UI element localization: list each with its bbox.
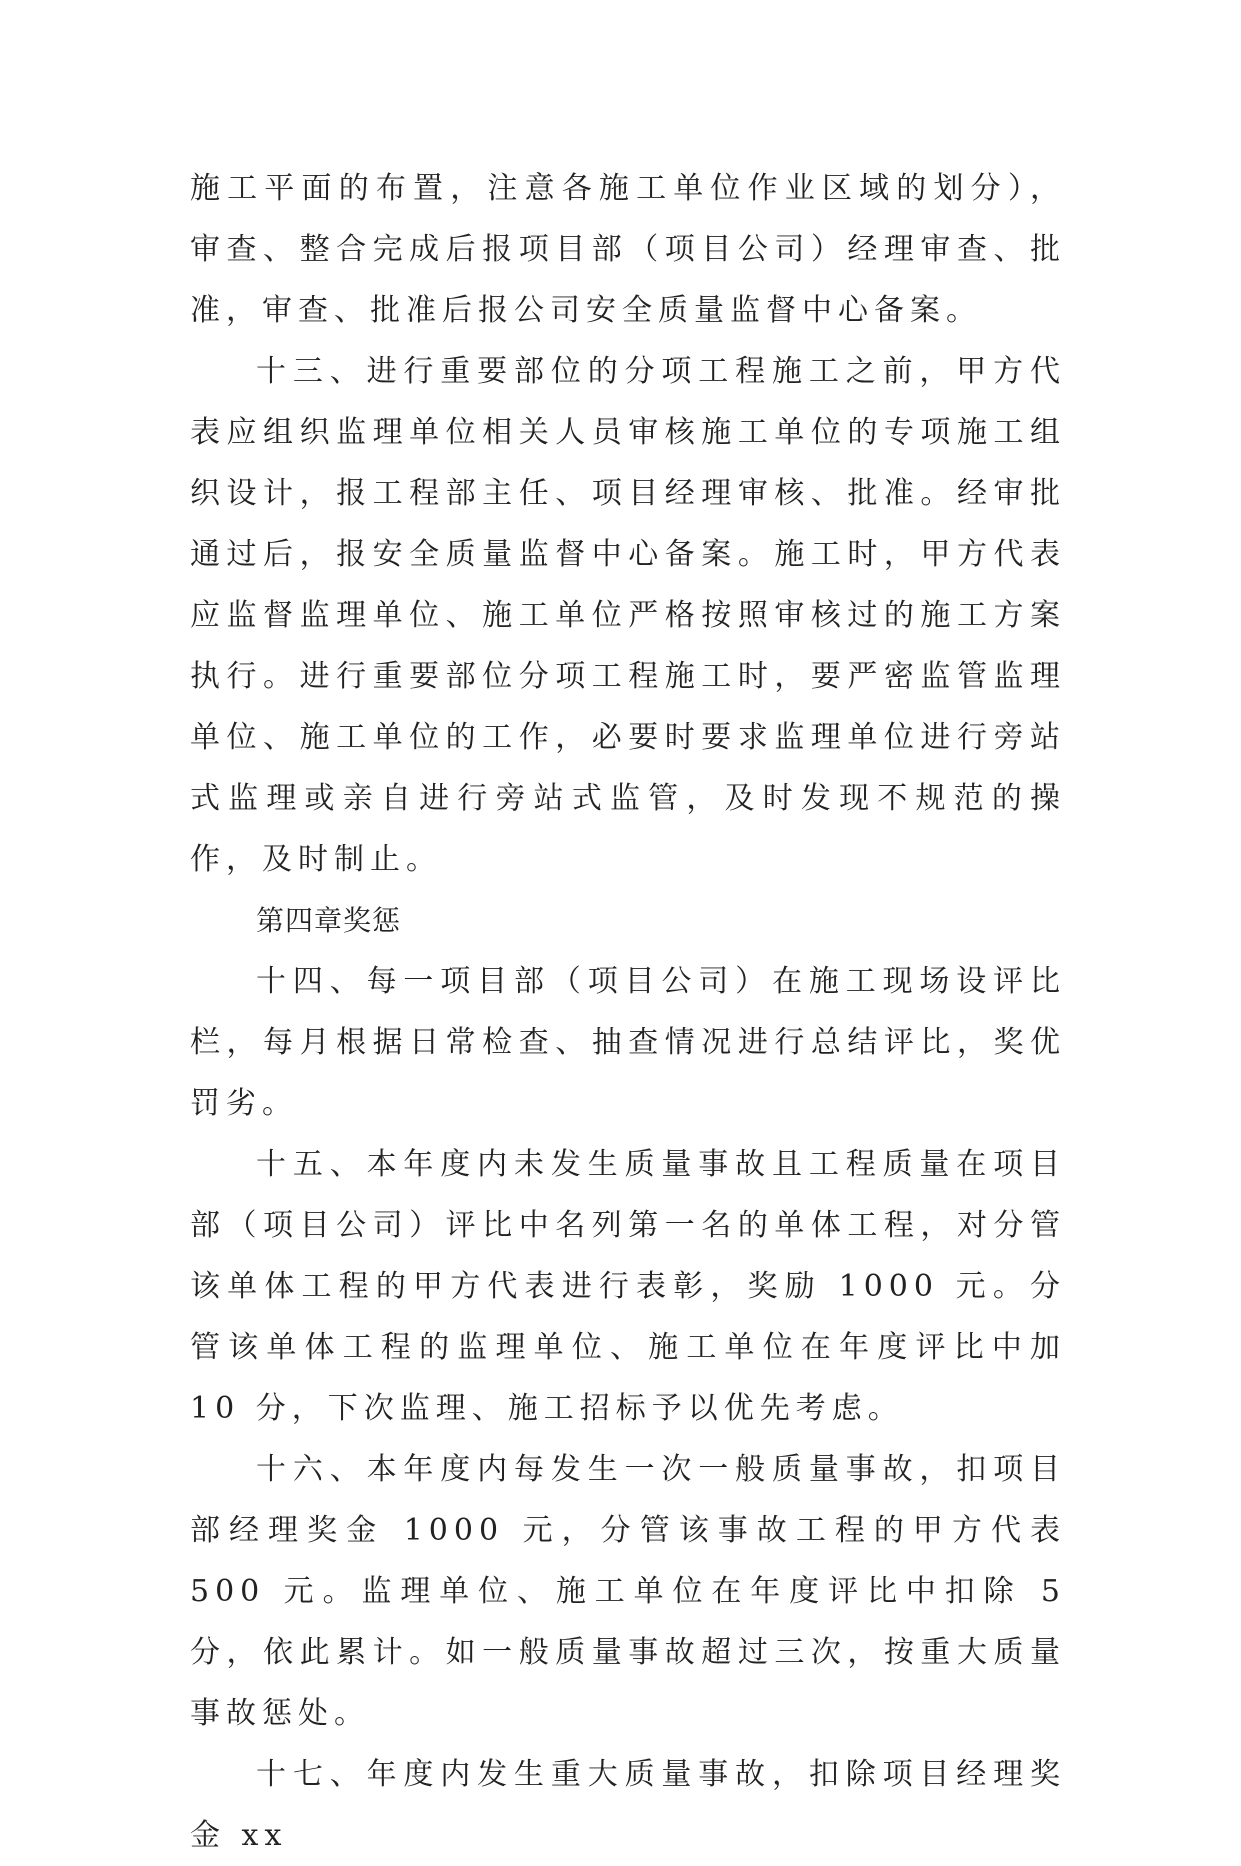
chapter-heading: 第四章奖惩 — [256, 904, 402, 937]
paragraph-1: 施工平面的布置，注意各施工单位作业区域的划分），审查、整合完成后报项目部（项目公司）经理审查、批准，审查、批准后报公司安全质量监督中心备案。 — [190, 171, 1066, 328]
document-page — [190, 158, 1066, 1866]
paragraph-14: 十四、每一项目部（项目公司）在施工现场设评比栏，每月根据日常检查、抽查情况进行总结评比，奖优罚劣。 — [190, 964, 1066, 1121]
paragraph-15: 十五、本年度内未发生质量事故且工程质量在项目部（项目公司）评比中名列第一名的单体工程，对分管该单体工程的甲方代表进行表彰，奖励 1000 元。分管该单体工程的监理单位、施工单位在年度评比中加 10 分，下次监理、施工招标予以优先考虑。 — [190, 1147, 1066, 1426]
paragraph-13: 十三、进行重要部位的分项工程施工之前，甲方代表应组织监理单位相关人员审核施工单位的专项施工组织设计，报工程部主任、项目经理审核、批准。经审批通过后，报安全质量监督中心备案。施工时，甲方代表应监督监理单位、施工单位严格按照审核过的施工方案执行。进行重要部位分项工程施工时，要严密监管监理单位、施工单位的工作，必要时要求监理单位进行旁站式监理或亲自进行旁站式监管，及时发现不规范的操作，及时制止。 — [190, 354, 1066, 877]
paragraph-16: 十六、本年度内每发生一次一般质量事故，扣项目部经理奖金 1000 元，分管该事故工程的甲方代表 500 元。监理单位、施工单位在年度评比中扣除 5 分，依此累计。如一般质量事故超过三次，按重大质量事故惩处。 — [190, 1452, 1066, 1731]
paragraph-17: 十七、年度内发生重大质量事故，扣除项目经理奖金 xx — [190, 1757, 1066, 1853]
